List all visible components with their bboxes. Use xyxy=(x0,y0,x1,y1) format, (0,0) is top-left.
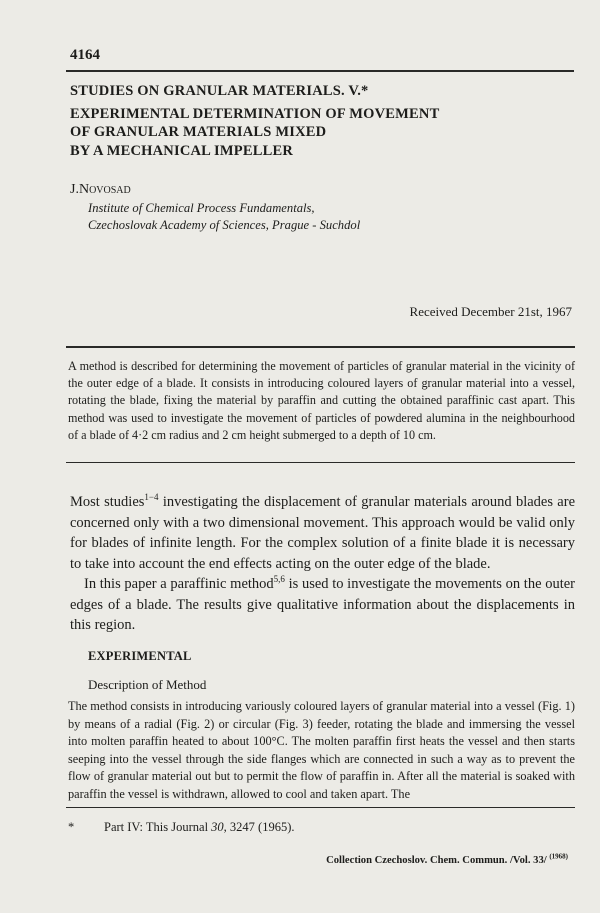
journal-footer: Collection Czechoslov. Chem. Commun. /Vol. 33/ $^{(1968)}$ xyxy=(326,852,568,866)
author xyxy=(70,182,131,198)
footnote-rule xyxy=(66,807,575,808)
title-line-4: BY A MECHANICAL IMPELLER xyxy=(70,143,294,159)
intro-paragraph-1: Most studies$^{1-4}$ investigating the displacement of granular materials around blades are concerned only with a two dimensional movement. This approach would be valid only for blades of infinite length. For the complex solution of a finite blade it is necessary to take into account the end effects acting on the outer edge of the blade. xyxy=(70,492,575,572)
affiliation-line-1: Institute of Chemical Process Fundamentals, xyxy=(88,201,315,215)
citation-5-6: 5,6 xyxy=(273,574,285,585)
page-number: 4164 xyxy=(70,47,100,63)
author-surname: Novosad xyxy=(78,182,131,197)
title-line-3: OF GRANULAR MATERIALS MIXED xyxy=(70,124,327,140)
footnote-volume: 30 xyxy=(211,820,224,834)
subsection-heading: Description of Method xyxy=(88,677,207,692)
title-line-1: STUDIES ON GRANULAR MATERIALS. V.* xyxy=(70,83,369,99)
citation-1-4: 1−4 xyxy=(144,492,159,503)
abstract-top-rule xyxy=(66,346,575,348)
footnote-marker: * xyxy=(68,820,75,834)
affiliation-line-2: Czechoslovak Academy of Sciences, Prague - Suchdol xyxy=(88,218,361,232)
journal-year: (1968) xyxy=(549,852,568,861)
method-paragraph: The method consists in introducing variously coloured layers of granular material into a vessel (Fig. 1) by means of a radial (Fig. 2) or circular (Fig. 3) feeder, rotating the blade and immersing the vessel into molten paraffin heated to about 100°C. The molten paraffin first heats the vessel and then starts seeping into the vessel through the side flanges which are connected in such a way as to prevent the flow of granular material out but to permit the flow of paraffin in. After all the material is soaked with paraffin the vessel is withdrawn, allowed to cool and taken apart. The xyxy=(68,699,575,801)
section-heading: EXPERIMENTAL xyxy=(88,649,192,663)
author-initial: J. xyxy=(70,182,79,197)
title-line-2: EXPERIMENTAL DETERMINATION OF MOVEMENT xyxy=(70,106,440,122)
footnote: * Part IV: This Journal 30, 3247 (1965). xyxy=(68,820,295,834)
intro-paragraph-2: In this paper a paraffinic method$^{5,6}$ is used to investigate the movements on the outer edges of a blade. The results give qualitative information about the displacements in this region. xyxy=(70,574,575,633)
abstract-bottom-rule xyxy=(66,462,575,463)
header-rule xyxy=(66,70,574,72)
received-date: Received December 21st, 1967 xyxy=(409,304,572,319)
abstract: A method is described for determining the movement of particles of granular material in the vicinity of the outer edge of a blade. It consists in introducing coloured layers of granular material into a vessel, rotating the blade, fixing the material by paraffin and cutting the obtained paraffinic cast apart. This method was used to investigate the movement of particles of powdered alumina in the neighbourhood of a blade of 4·2 cm radius and 2 cm height submerged to a depth of 10 cm. xyxy=(68,359,575,442)
introduction xyxy=(70,492,575,636)
